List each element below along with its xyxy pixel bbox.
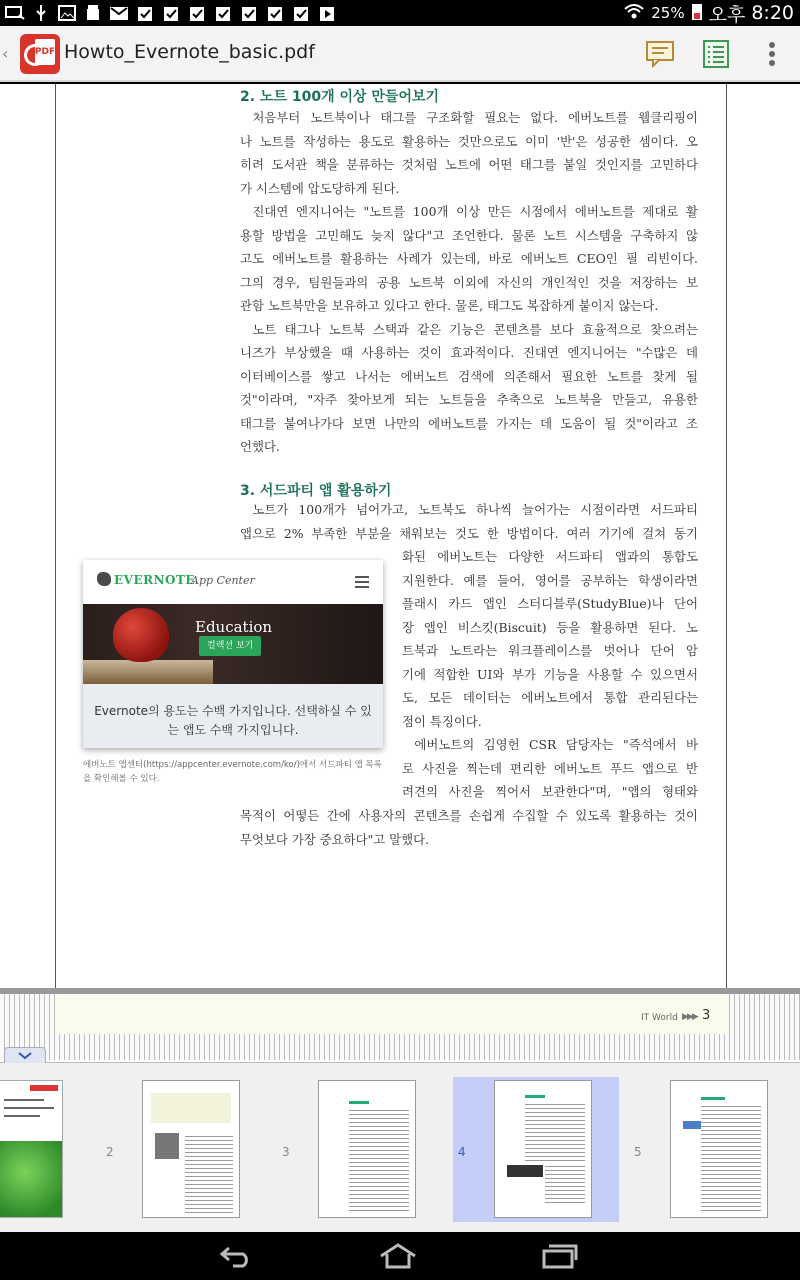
figure-body (83, 684, 383, 748)
text-line: 그의 경우, 팀원들과의 공용 노트북 이외에 자신의 개인적인 것을 저장하는 보 (240, 274, 698, 290)
section-3-side-text (402, 545, 698, 804)
text-line: 기에 적합한 UI와 부가 기능을 사용할 수 있으면서 (402, 666, 698, 682)
evernote-logo: EVERNOTE (97, 572, 195, 587)
text-line: 용할 방법을 고민해도 늦지 않다"고 조언한다. 물론 노트 시스템을 구축하지 않 (240, 227, 698, 243)
text-line: 지원한다. 예를 들어, 영어를 공부하는 학생이라면 (402, 572, 698, 588)
home-icon (378, 1243, 418, 1269)
text-line: 트북과 노트라는 워크플레이스를 벗어나 단어 암 (402, 643, 698, 658)
android-icon (82, 3, 104, 23)
section-3-conclusion (240, 804, 698, 851)
elephant-icon (97, 572, 111, 586)
text-line: 것"이라며, "자주 찾아보게 되는 노트들을 추축으로 노트북을 만들고, 유용한 (240, 392, 698, 407)
section-2-body (240, 106, 698, 459)
recent-apps-button[interactable] (536, 1240, 584, 1272)
app-center-label: App Center (191, 574, 255, 587)
text-line: 고도 에버노트를 활용하는 사례가 있는데, 바로 에버노트 CEO인 필 리빈이다. (240, 251, 698, 266)
text-line: 플래시 카드 앱인 스터디블루(StudyBlue)나 단어 (402, 596, 698, 611)
page-footer (55, 994, 727, 1034)
thumbnail-number-3: 3 (282, 1145, 290, 1159)
figure-header (83, 560, 383, 604)
recent-apps-icon (542, 1243, 578, 1269)
wifi-icon (623, 2, 645, 24)
text-line: 태그를 붙여나가다 보면 나만의 에버노트를 가지는 데 도움이 될 것"이라고 조 (240, 415, 698, 431)
thumbnail-number-4: 4 (458, 1145, 466, 1159)
footer-label: IT World (641, 1013, 678, 1023)
outline-list-icon[interactable] (700, 38, 732, 70)
education-banner (83, 604, 383, 684)
text-line: 무엇보다 가장 중요하다"고 말했다. (240, 831, 430, 847)
figure-text: Evernote의 용도는 수백 가지입니다. 선택하실 수 있는 앱도 수백 가지입니다. (94, 704, 372, 737)
battery-icon (691, 1, 703, 25)
thumbnail-page-5[interactable] (670, 1080, 768, 1218)
figure-caption: 에버노트 앱센터(https://appcenter.evernote.com/ko/)에서 서드파티 앱 목록을 확인해볼 수 있다. (83, 760, 382, 784)
banner-button: 컬렉션 보기 (199, 636, 261, 656)
footer-arrows: ▶▶▶ (682, 1012, 697, 1022)
navigation-bar (0, 1232, 800, 1280)
usb-icon (30, 3, 52, 23)
time-period: 오후 (708, 3, 746, 26)
task-icon-2 (160, 3, 182, 23)
text-line: 나 노트를 작성하는 용도로 활용하는 것만으로도 이미 '반'은 성공한 셈이다. 오 (240, 133, 698, 149)
text-line: 히려 도서관 책을 분류하는 것처럼 노트에 어떤 태그를 붙일 것인지를 고민하다 (240, 157, 698, 172)
section-3-heading: 3. 서드파티 앱 활용하기 (240, 483, 392, 499)
text-line: 목적이 어떻든 간에 사용자의 콘텐츠를 손쉽게 수집할 수 있도록 활용하는 것이 (240, 808, 698, 823)
thumbnail-page-4[interactable] (494, 1080, 592, 1218)
hamburger-icon (355, 576, 369, 591)
task-icon-7 (290, 3, 312, 23)
status-bar (0, 0, 800, 26)
task-icon-5 (238, 3, 260, 23)
apple-image (113, 608, 169, 662)
thumbnail-page-2[interactable] (142, 1080, 240, 1218)
chevron-down-icon (18, 1052, 32, 1060)
clock: 8:20 (751, 2, 794, 24)
thumbnail-number-5: 5 (634, 1145, 642, 1159)
text-line: 노트가 100개가 넘어가고, 노트북도 하나씩 늘어가는 시점이라면 서드파티 (252, 502, 698, 517)
collapse-thumbnails-button[interactable] (4, 1047, 46, 1063)
text-line: 장 앱인 비스킷(Biscuit) 등을 활용하면 된다. 노 (402, 619, 698, 635)
text-line: 노트 태그나 노트북 스택과 같은 기능은 콘텐츠를 보다 효율적으로 찾으려는 (252, 321, 698, 337)
thumbnail-strip (0, 1062, 800, 1232)
text-line: 언했다. (240, 439, 280, 454)
text-line: 화된 에버노트는 다양한 서드파티 앱과의 통합도 (402, 549, 698, 564)
page-number: 3 (702, 1008, 711, 1023)
thumbnail-page-3[interactable] (318, 1080, 416, 1218)
text-line: 점이 특징이다. (402, 713, 482, 729)
screen-mirror-icon (4, 3, 26, 23)
text-line: 앱으로 2% 부족한 부분을 채워보는 것도 한 방법이다. 여러 기기에 걸쳐 동기 (240, 525, 698, 541)
notification-icons (4, 3, 338, 23)
thumbnail-number-2: 2 (106, 1145, 114, 1159)
text-line: 이터베이스를 쌓고 나서는 에버노트 검색에 의존해서 필요한 노트를 찾게 될 (240, 368, 698, 384)
text-line: 가 시스템에 압도당하게 된다. (240, 180, 400, 196)
back-button[interactable] (213, 1240, 261, 1272)
text-line: 관함 노트북만을 보유하고 있다고 한다. 물론, 태그도 복잡하게 붙이지 않는다. (240, 298, 659, 313)
text-line: 니즈가 부상했을 때 사용하는 것이 효과적이다. 진대연 엔지니어는 "수많은 데 (240, 345, 698, 360)
text-line: 진대연 엔지니어는 "노트를 100개 이상 만든 시점에서 에버노트를 제대로 활 (252, 204, 698, 219)
text-line: 도, 모든 데이터는 에버노트에서 통합 관리된다는 (402, 690, 698, 705)
action-bar (0, 26, 800, 82)
task-icon-3 (186, 3, 208, 23)
home-button[interactable] (374, 1240, 422, 1272)
comment-icon[interactable] (644, 38, 676, 70)
document-title: Howto_Evernote_basic.pdf (64, 41, 315, 63)
pdf-app-icon[interactable]: PDF (20, 34, 60, 74)
play-store-icon (316, 3, 338, 23)
books-image (83, 660, 213, 684)
text-line: 에버노트의 김영헌 CSR 담당자는 "즉석에서 바 (414, 737, 698, 752)
banner-title: Education (195, 618, 273, 636)
battery-percent: 25% (651, 4, 685, 22)
pdf-document-view[interactable] (0, 84, 800, 1062)
image-icon (56, 3, 78, 23)
task-icon-6 (264, 3, 286, 23)
text-line: 려견의 사진을 찍어서 보관한다"며, "앱의 형태와 (402, 784, 698, 799)
mail-icon (108, 3, 130, 23)
text-line: 처음부터 노트북이나 태그를 구조화할 필요는 없다. 에버노트를 웹클리핑이 (252, 110, 698, 125)
task-icon-1 (134, 3, 156, 23)
section-3-intro (240, 498, 698, 545)
thumbnail-page-1[interactable] (0, 1080, 63, 1218)
overflow-menu-icon[interactable] (756, 38, 788, 70)
status-right (623, 0, 794, 26)
section-2-heading: 2. 노트 100개 이상 만들어보기 (240, 89, 440, 105)
text-line: 로 사진을 찍는데 편리한 에버노트 푸드 앱으로 반 (402, 760, 698, 776)
back-caret-icon[interactable]: ‹ (2, 44, 9, 63)
task-icon-4 (212, 3, 234, 23)
back-arrow-icon (219, 1244, 255, 1268)
app-center-screenshot (83, 560, 383, 748)
